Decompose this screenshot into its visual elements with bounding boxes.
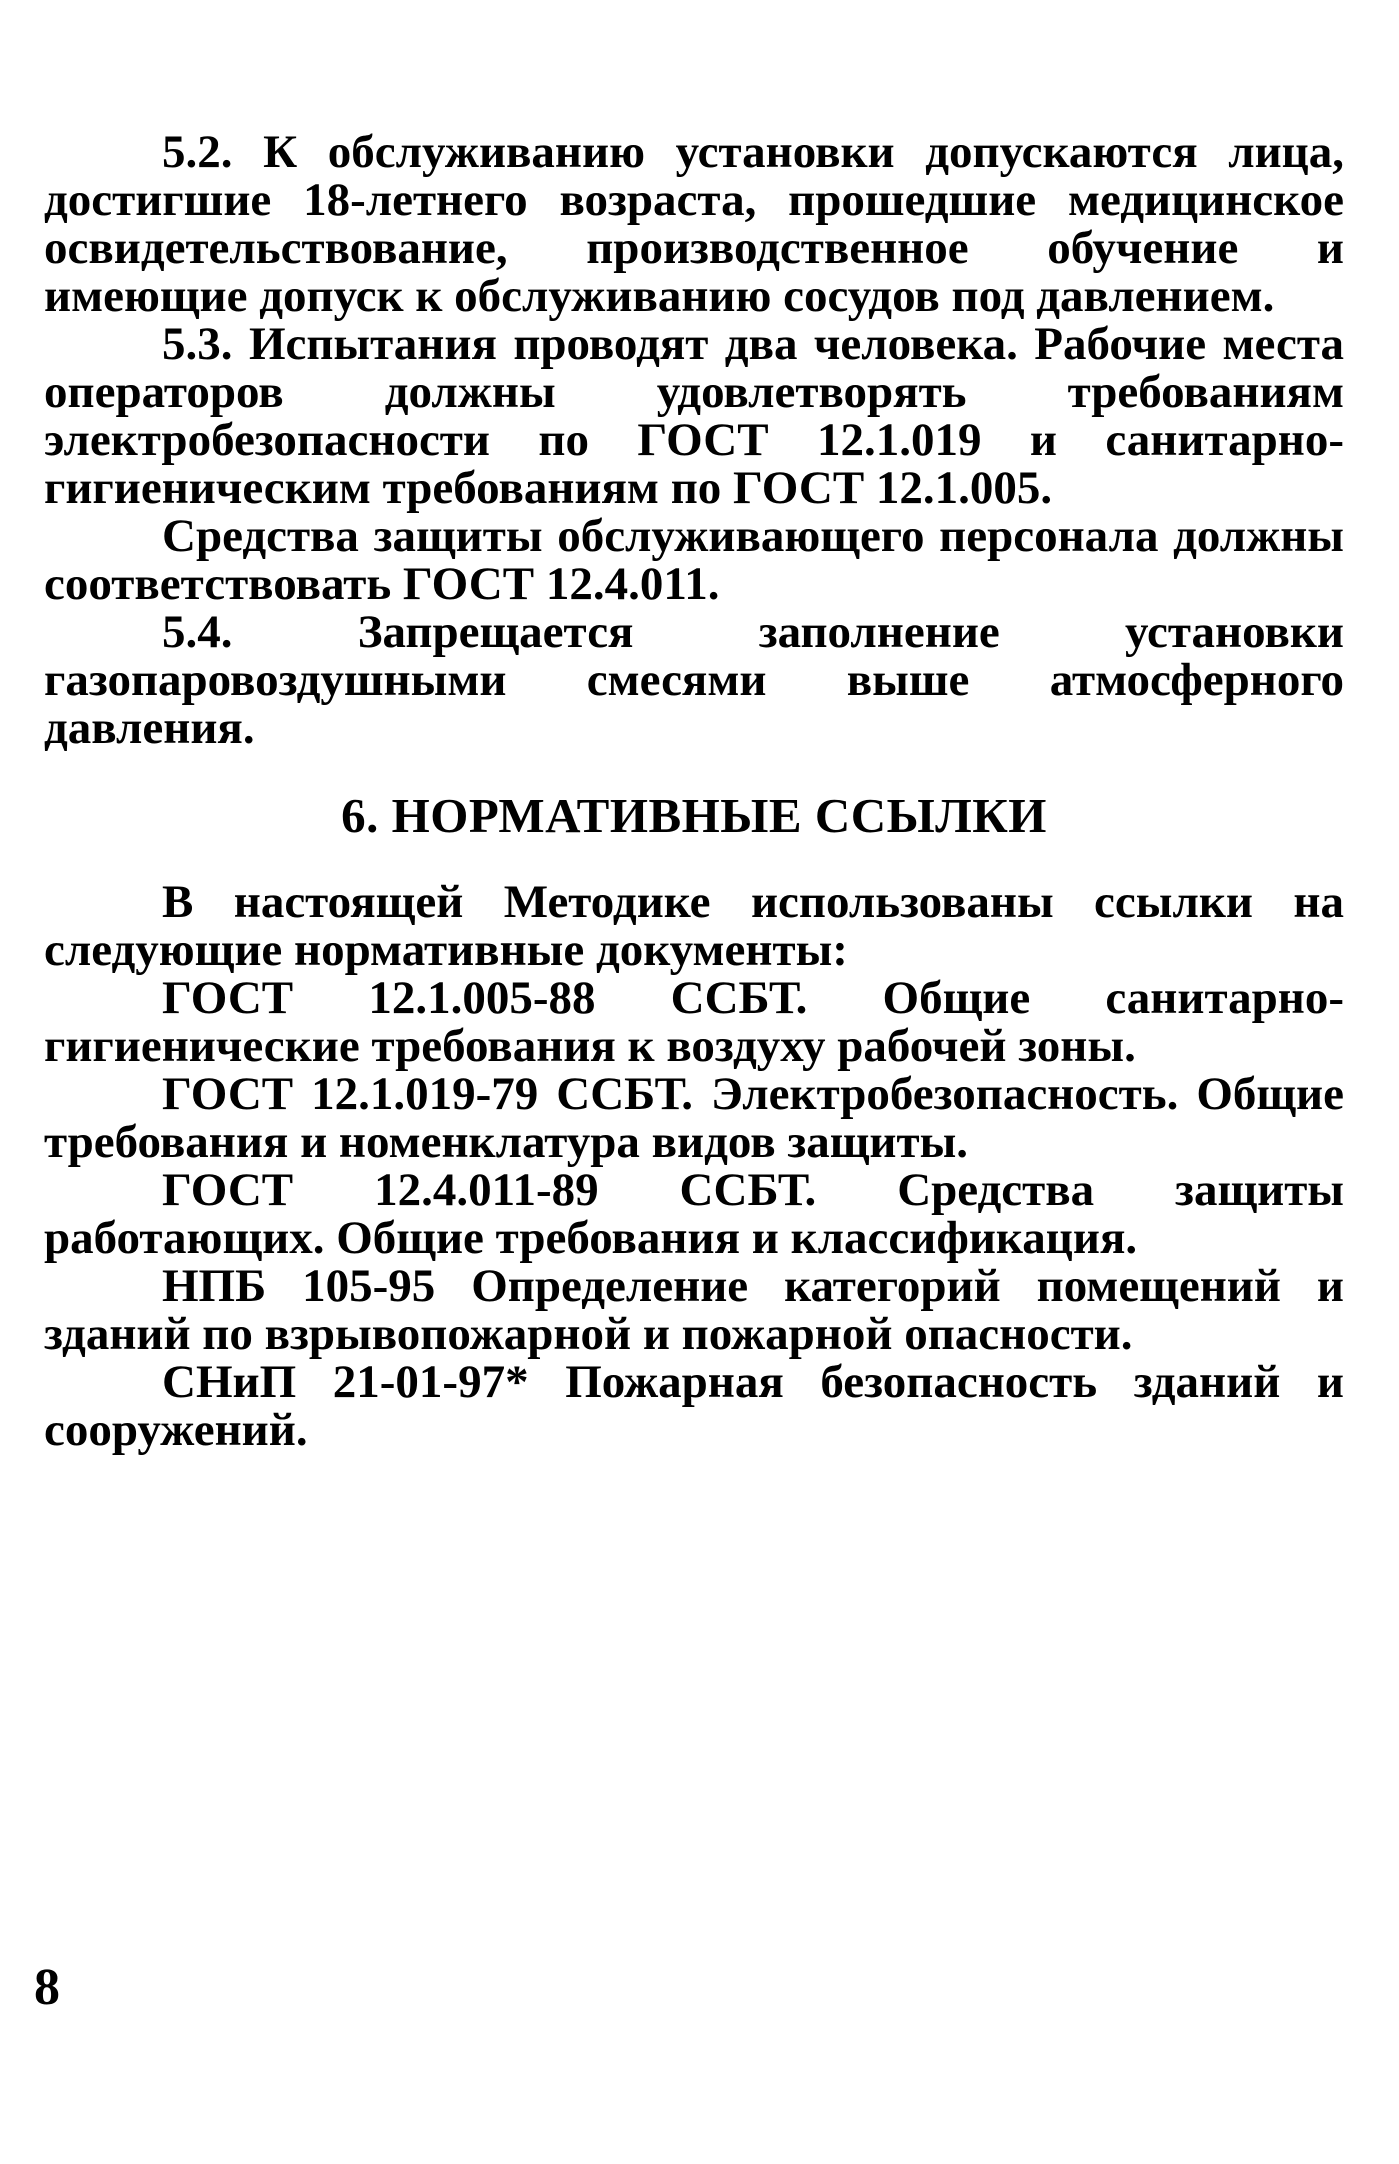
paragraph-protective-equipment: Средства защиты обслуживающего персонала должны соответствовать ГОСТ 12.4.011. [44,510,1344,610]
page-number: 8 [34,1959,60,2016]
section-title: 6. НОРМАТИВНЫЕ ССЫЛКИ [341,788,1047,843]
paragraph-references-intro: В настоящей Методике использованы ссылки на следующие нормативные документы: [44,876,1344,976]
document-page [44,128,1344,1454]
reference-gost-12-4-011: ГОСТ 12.4.011-89 ССБТ. Средства защиты работающих. Общие требования и классификация. [44,1164,1344,1264]
reference-gost-12-1-019: ГОСТ 12.1.019-79 ССБТ. Электробезопасность. Общие требования и номенклатура видов защиты. [44,1068,1344,1168]
reference-snip-21-01-97: СНиП 21-01-97* Пожарная безопасность зданий и сооружений. [44,1356,1344,1456]
paragraph-5-3: 5.3. Испытания проводят два человека. Рабочие места операторов должны удовлетворять требованиям электробезопасности по ГОСТ 12.1.019 и санитарно-гигиеническим требованиям по ГОСТ 12.1.005. [44,318,1344,514]
paragraph-5-2: 5.2. К обслуживанию установки допускаются лица, достигшие 18-летнего возраста, прошедшие медицинское освидетельствование, производственное обучение и имеющие допуск к обслуживанию сосудов под давлением. [44,126,1344,322]
reference-gost-12-1-005: ГОСТ 12.1.005-88 ССБТ. Общие санитарно-гигиенические требования к воздуху рабочей зоны. [44,972,1344,1072]
paragraph-5-4: 5.4. Запрещается заполнение установки газопаровоздушными смесями выше атмосферного давления. [44,606,1344,754]
reference-npb-105-95: НПБ 105-95 Определение категорий помещений и зданий по взрывопожарной и пожарной опасности. [44,1260,1344,1360]
